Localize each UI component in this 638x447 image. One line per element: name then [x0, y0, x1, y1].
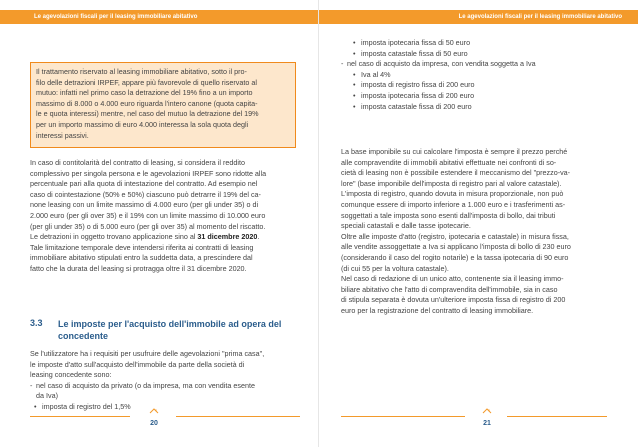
body-line: Tale limitazione temporale deve intendersi riferita ai contratti di leasing	[30, 242, 254, 252]
info-callout-box	[30, 62, 296, 148]
body-line: di stipula separata è dovuta un'ulteriore imposta fissa di registro di 200	[341, 295, 566, 305]
body-line: none leasing con un limite massimo di 4.000 euro (per gli under 35) o di	[30, 200, 259, 210]
dash-list	[341, 59, 621, 70]
body-line-suffix: .	[257, 232, 260, 242]
bullet-item: • Iva al 4%	[349, 70, 621, 81]
body-line: euro per la registrazione del contratto di leasing immobiliare.	[341, 305, 534, 315]
body-line: In caso di contitolarità del contratto di leasing, si considera il reddito	[30, 158, 245, 167]
bullet-item: • imposta ipotecaria fissa di 50 euro	[349, 38, 621, 49]
body-line: cietà di leasing non è possibile estendere il meccanismo del "prezzo-va-	[341, 168, 571, 178]
right-header-bar	[319, 10, 638, 24]
callout-line: per un importo massimo di euro 4.000 interessa la sola quota degli	[36, 119, 249, 129]
dash-item-line: - nel caso di acquisto da privato (o da impresa, ma con vendita esente	[36, 380, 255, 390]
callout-line: interessi passivi.	[36, 130, 89, 140]
section-body-line: le imposte d'atto sull'acquisto dell'immobile da parte della società di	[30, 359, 245, 369]
body-line: 2.000 euro (per gli over 35) e il 19% con un limite massimo di 10.000 euro	[30, 210, 266, 220]
bullet-item: • imposta di registro del 1,5%	[30, 402, 302, 413]
left-header-bar	[0, 10, 319, 24]
section-number: 3.3	[30, 318, 43, 328]
bullet-list	[349, 70, 621, 112]
body-line: Nel caso di redazione di un unico atto, contenente sia il leasing immo-	[341, 274, 564, 284]
body-line-text: Le detrazioni in oggetto trovano applicazione sino al	[30, 232, 198, 242]
section-title-line: Le imposte per l'acquisto dell'immobile ad opera del	[58, 319, 282, 329]
body-line: soggettati a tale imposta sono esenti dall'imposta di bollo, dai tributi	[341, 210, 556, 220]
bullet-list	[30, 402, 302, 413]
deadline-date: 31 dicembre 2020	[197, 232, 258, 242]
right-header-title: Le agevolazioni fiscali per il leasing immobiliare abitativo	[458, 14, 622, 20]
section-title	[58, 318, 298, 342]
body-line: (per gli under 35) o di 5.000 euro (per gli over 35) al momento del riscatto.	[30, 221, 266, 231]
dash-item-line: da Iva)	[36, 391, 58, 401]
body-line: alle compravendite di immobili abitativi effettuate nei confronti di so-	[341, 157, 557, 167]
bullet-item: • imposta di registro fissa di 200 euro	[349, 80, 621, 91]
left-header-title: Le agevolazioni fiscali per il leasing immobiliare abitativo	[34, 14, 198, 20]
body-line: comunque essere di importo inferiore a 1.000 euro e i trasferimenti as-	[341, 199, 566, 209]
right-lists	[341, 38, 621, 112]
body-line: speciali catastali e dalle tasse ipotecarie.	[341, 221, 471, 231]
callout-line: massimo di 8.000 o 4.000 euro riguarda l'intero canone (quota capita-	[36, 98, 258, 108]
section-body-line: leasing concedente sono:	[30, 370, 112, 380]
left-footer-rule	[176, 416, 300, 417]
body-line: caso di cointestazione (50% e 50%) ciascuno può detrarre il 19% del ca-	[30, 189, 261, 199]
section-body-line: Se l'utilizzatore ha i requisiti per usufruire delle agevolazioni "prima casa",	[30, 349, 265, 358]
body-line-with-date	[30, 232, 300, 243]
bullet-item: • imposta catastale fissa di 50 euro	[349, 49, 621, 60]
callout-line: le e quota interessi) mentre, nel caso del mutuo la detrazione del 19%	[36, 109, 259, 119]
body-line: La base imponibile su cui calcolare l'imposta è sempre il prezzo perché	[341, 147, 568, 156]
bullet-item: • imposta catastale fissa di 200 euro	[349, 102, 621, 113]
right-body-text	[341, 147, 623, 317]
section-body	[30, 349, 302, 413]
body-line: (considerando il caso del rogito notarile) e la tassa ipotecaria di 90 euro	[341, 252, 569, 262]
bullet-item: • imposta ipotecaria fissa di 200 euro	[349, 91, 621, 102]
right-footer-rule	[341, 416, 465, 417]
bullet-list	[349, 38, 621, 59]
page-number: 21	[483, 420, 491, 427]
house-icon	[149, 407, 159, 417]
callout-line: Il trattamento riservato al leasing immobiliare abitativo, sotto il pro-	[36, 67, 247, 76]
page-number: 20	[150, 420, 158, 427]
section-title-line: concedente	[58, 331, 109, 341]
dash-list	[30, 381, 302, 402]
body-line: complessivo per singola persona e le agevolazioni IRPEF sono ridotte alla	[30, 168, 267, 178]
body-line: percentuale pari alla quota di intestazione del contratto. Ad esempio nel	[30, 179, 258, 189]
body-line: alle vendite assoggettate a Iva si applicano l'imposta di bollo di 230 euro	[341, 242, 571, 252]
body-line: immobiliare abitativo stipulati entro la suddetta data, a prescindere dal	[30, 253, 253, 263]
body-line: Oltre alle imposte d'atto (registro, ipotecaria e catastale) in misura fissa,	[341, 231, 569, 241]
dash-item: - nel caso di acquisto da impresa, con vendita soggetta a Iva	[341, 59, 621, 70]
left-body-text	[30, 158, 300, 275]
body-line: L'imposta di registro, quando dovuta in misura proporzionale, non può	[341, 189, 564, 199]
body-line: biliare abitativo che l'atto di compravendita dell'immobile, sia in caso	[341, 284, 558, 294]
dash-item	[30, 381, 302, 402]
body-line: (di cui 55 per la voltura catastale).	[341, 263, 449, 273]
body-line: fatto che la durata del leasing si protragga oltre il 31 dicembre 2020.	[30, 263, 247, 273]
right-footer-rule	[507, 416, 607, 417]
right-page	[319, 0, 638, 447]
left-footer-rule	[30, 416, 130, 417]
callout-line: filo delle detrazioni IRPEF, appare più favorevole di quello riservato al	[36, 77, 257, 87]
body-line: lore" (base imponibile dell'imposta di registro pari al valore catastale).	[341, 178, 562, 188]
house-icon	[482, 407, 492, 417]
callout-line: mutuo: infatti nel primo caso la detrazione del 19% fino a un importo	[36, 88, 253, 98]
